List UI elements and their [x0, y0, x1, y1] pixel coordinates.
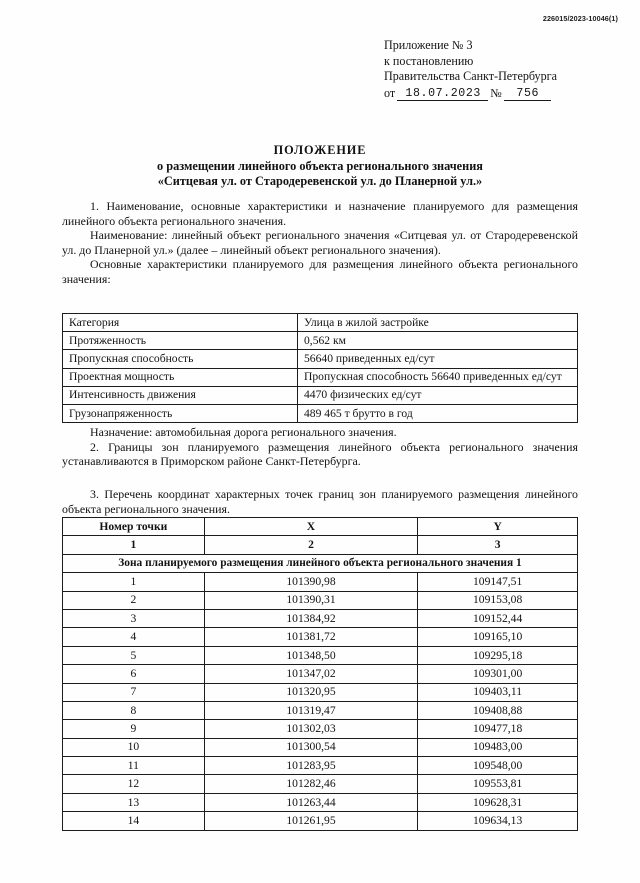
table-row: [63, 368, 578, 386]
point-x: 101261,95: [204, 812, 418, 830]
column-header-y: Y: [418, 518, 578, 536]
point-x: 101282,46: [204, 775, 418, 793]
column-header-x: X: [204, 518, 418, 536]
table-row: [63, 386, 578, 404]
point-number: 3: [63, 609, 205, 627]
point-number: 9: [63, 720, 205, 738]
point-y: 109477,18: [418, 720, 578, 738]
point-x: 101390,98: [204, 573, 418, 591]
paragraph-3: Основные характеристики планируемого для размещения линейного объекта регионального значения:: [62, 257, 578, 286]
point-x: 101320,95: [204, 683, 418, 701]
point-number: 11: [63, 757, 205, 775]
table-row: [63, 775, 578, 793]
title-line-3: «Ситцевая ул. от Стародеревенской ул. до Планерной ул.»: [157, 174, 483, 188]
characteristic-key: Грузонапряженность: [63, 404, 298, 422]
characteristic-key: Проектная мощность: [63, 368, 298, 386]
point-y: 109153,08: [418, 591, 578, 609]
paragraph-5: 2. Границы зон планируемого размещения линейного объекта регионального значения устанавливаются в Приморском районе Санкт-Петербурга.: [62, 439, 578, 469]
coordinates-section-row: [63, 554, 578, 572]
point-number: 14: [63, 812, 205, 830]
point-number: 1: [63, 573, 205, 591]
appendix-line-3: Правительства Санкт-Петербурга: [384, 69, 557, 84]
point-x: 101302,03: [204, 720, 418, 738]
point-number: 10: [63, 738, 205, 756]
document-code: 226015/2023-10046(1): [542, 14, 618, 23]
paragraph-2: Наименование: линейный объект регионального значения «Ситцевая ул. от Стародеревенской ул. до Планерной ул.» (далее – линейный объект регионального значения).: [62, 228, 578, 257]
point-y: 109628,31: [418, 793, 578, 811]
table-row: [63, 350, 578, 368]
paragraph-6: 3. Перечень координат характерных точек границ зон планируемого размещения линейного объекта регионального значения.: [62, 487, 578, 516]
characteristics-table-body: [63, 314, 578, 423]
point-number: 8: [63, 701, 205, 719]
point-x: 101347,02: [204, 665, 418, 683]
point-number: 2: [63, 591, 205, 609]
table-row: [63, 757, 578, 775]
table-row: [63, 609, 578, 627]
paragraph-1: 1. Наименование, основные характеристики и назначение планируемого для размещения линейного объекта регионального значения.: [62, 199, 578, 228]
table-row: [63, 332, 578, 350]
table-row: [63, 665, 578, 683]
characteristic-value: 489 465 т брутто в год: [298, 404, 578, 422]
title-line-2: о размещении линейного объекта регионального значения: [157, 158, 483, 173]
characteristic-value: Улица в жилой застройке: [298, 314, 578, 332]
coordinates-table-body: [63, 554, 578, 830]
point-y: 109408,88: [418, 701, 578, 719]
table-row: [63, 404, 578, 422]
point-y: 109403,11: [418, 683, 578, 701]
table-row: [63, 738, 578, 756]
point-y: 109152,44: [418, 609, 578, 627]
point-x: 101381,72: [204, 628, 418, 646]
coordinates-table-head: [63, 518, 578, 555]
point-number: 6: [63, 665, 205, 683]
characteristic-key: Категория: [63, 314, 298, 332]
title-line-1: ПОЛОЖЕНИЕ: [273, 143, 367, 157]
number-label: №: [490, 85, 502, 100]
point-number: 4: [63, 628, 205, 646]
number-value: 756: [504, 87, 551, 101]
body-section-3: [62, 487, 578, 516]
paragraph-4: Назначение: автомобильная дорога регионального значения.: [90, 425, 397, 439]
point-x: 101319,47: [204, 701, 418, 719]
coordinates-table: [62, 517, 578, 831]
point-y: 109295,18: [418, 646, 578, 664]
appendix-header: [384, 38, 634, 101]
appendix-dateline: [384, 86, 634, 102]
column-number-2: 2: [204, 536, 418, 554]
characteristic-key: Протяженность: [63, 332, 298, 350]
table-row: [63, 314, 578, 332]
point-number: 5: [63, 646, 205, 664]
point-x: 101348,50: [204, 646, 418, 664]
characteristic-value: Пропускная способность 56640 приведенных ед/сут: [298, 368, 578, 386]
point-y: 109548,00: [418, 757, 578, 775]
point-y: 109483,00: [418, 738, 578, 756]
appendix-line-1: Приложение № 3: [384, 38, 473, 52]
point-number: 13: [63, 793, 205, 811]
table-row: [63, 812, 578, 830]
point-y: 109165,10: [418, 628, 578, 646]
characteristic-value: 0,562 км: [298, 332, 578, 350]
table-row: [63, 683, 578, 701]
body-section-1: [62, 199, 578, 287]
point-x: 101390,31: [204, 591, 418, 609]
point-y: 109301,00: [418, 665, 578, 683]
point-x: 101384,92: [204, 609, 418, 627]
point-x: 101263,44: [204, 793, 418, 811]
table-row: [63, 573, 578, 591]
point-y: 109553,81: [418, 775, 578, 793]
coordinates-column-number-row: [63, 536, 578, 554]
column-number-1: 1: [63, 536, 205, 554]
point-number: 7: [63, 683, 205, 701]
characteristic-key: Пропускная способность: [63, 350, 298, 368]
column-number-3: 3: [418, 536, 578, 554]
table-row: [63, 701, 578, 719]
point-y: 109147,51: [418, 573, 578, 591]
characteristics-table: [62, 313, 578, 423]
point-number: 12: [63, 775, 205, 793]
table-row: [63, 591, 578, 609]
table-row: [63, 628, 578, 646]
characteristic-value: 56640 приведенных ед/сут: [298, 350, 578, 368]
coordinates-header-row: [63, 518, 578, 536]
appendix-line-2: к постановлению: [384, 53, 474, 68]
point-y: 109634,13: [418, 812, 578, 830]
body-section-2: [62, 425, 578, 469]
column-header-point-number: Номер точки: [63, 518, 205, 536]
date-label: от: [384, 85, 396, 100]
point-x: 101300,54: [204, 738, 418, 756]
date-value: 18.07.2023: [397, 87, 488, 101]
table-row: [63, 646, 578, 664]
point-x: 101283,95: [204, 757, 418, 775]
table-row: [63, 720, 578, 738]
coordinates-section-title: Зона планируемого размещения линейного объекта регионального значения 1: [63, 554, 578, 572]
page-title: [62, 143, 578, 190]
characteristic-key: Интенсивность движения: [63, 386, 298, 404]
characteristic-value: 4470 физических ед/сут: [298, 386, 578, 404]
table-row: [63, 793, 578, 811]
